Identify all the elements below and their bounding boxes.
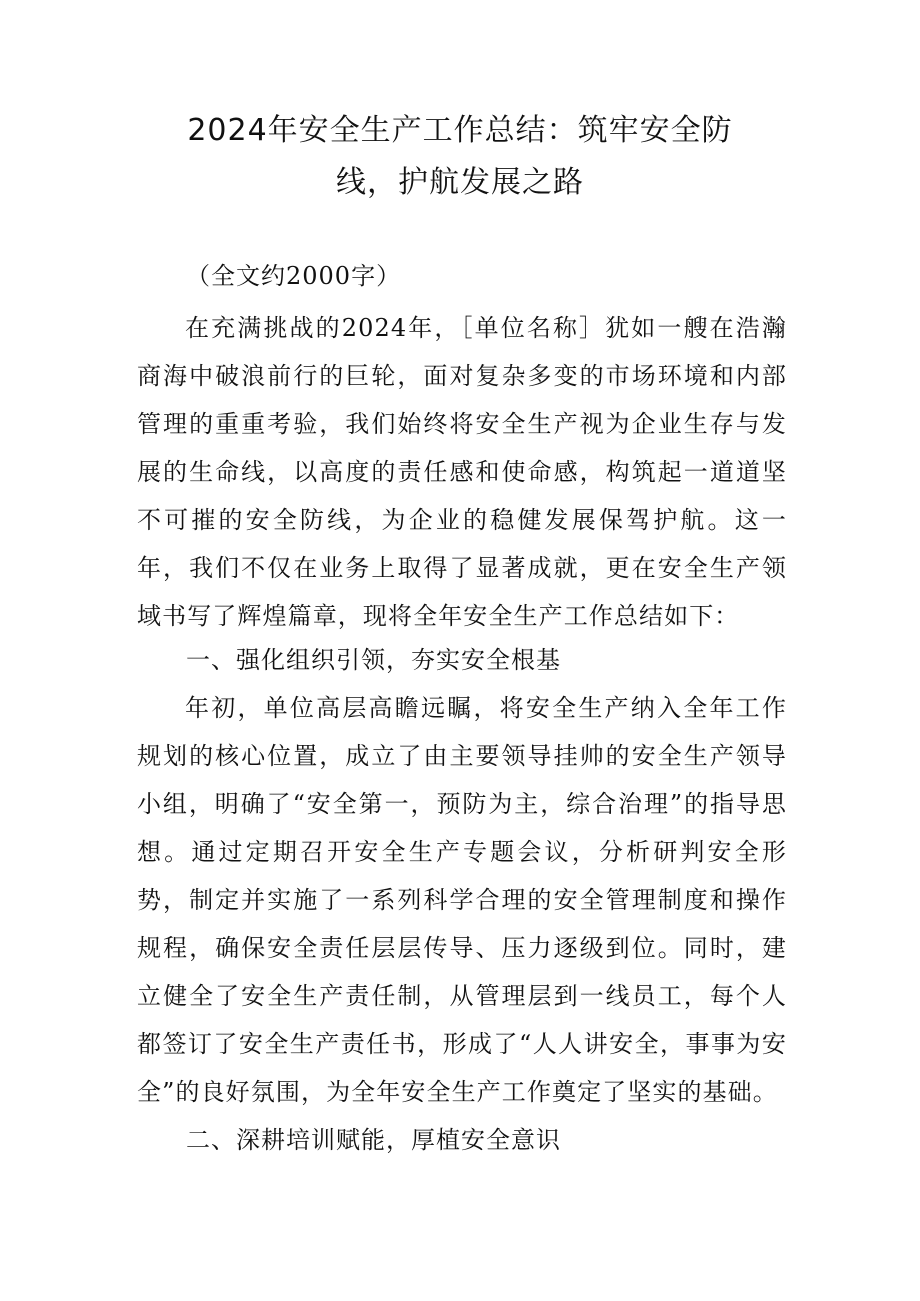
section-1-paragraph: 年初，单位高层高瞻远瞩，将安全生产纳入全年工作规划的核心位置，成立了由主要领导挂帅的安全生产领导小组，明确了“安全第一，预防为主，综合治理”的指导思想。通过定期召开安全生产专题会议，分析研判安全形势，制定并实施了一系列科学合理的安全管理制度和操作规程，确保安全责任层层传导、压力逐级到位。同时，建立健全了安全生产责任制，从管理层到一线员工，每个人都签订了安全生产责任书，形成了“人人讲安全，事事为安全”的良好氛围，为全年安全生产工作奠定了坚实的基础。 [137,694,787,1106]
intro-paragraph: 在充满挑战的2024年，［单位名称］犹如一艘在浩瀚商海中破浪前行的巨轮，面对复杂多变的市场环境和内部管理的重重考验，我们始终将安全生产视为企业生存与发展的生命线，以高度的责任感和使命感，构筑起一道道坚不可摧的安全防线，为企业的稳健发展保驾护航。这一年，我们不仅在业务上取得了显著成就，更在安全生产领域书写了辉煌篇章，现将全年安全生产工作总结如下： [137,314,787,630]
word-count-note: （全文约2000字） [186,262,402,290]
section-2-heading: 二、深耕培训赋能，厚植安全意识 [186,1126,561,1154]
document-title-line-2: 线，护航发展之路 [336,165,584,200]
document-title-line-1: 2024年安全生产工作总结：筑牢安全防 [187,113,733,148]
section-1-heading: 一、强化组织引领，夯实安全根基 [186,646,561,674]
